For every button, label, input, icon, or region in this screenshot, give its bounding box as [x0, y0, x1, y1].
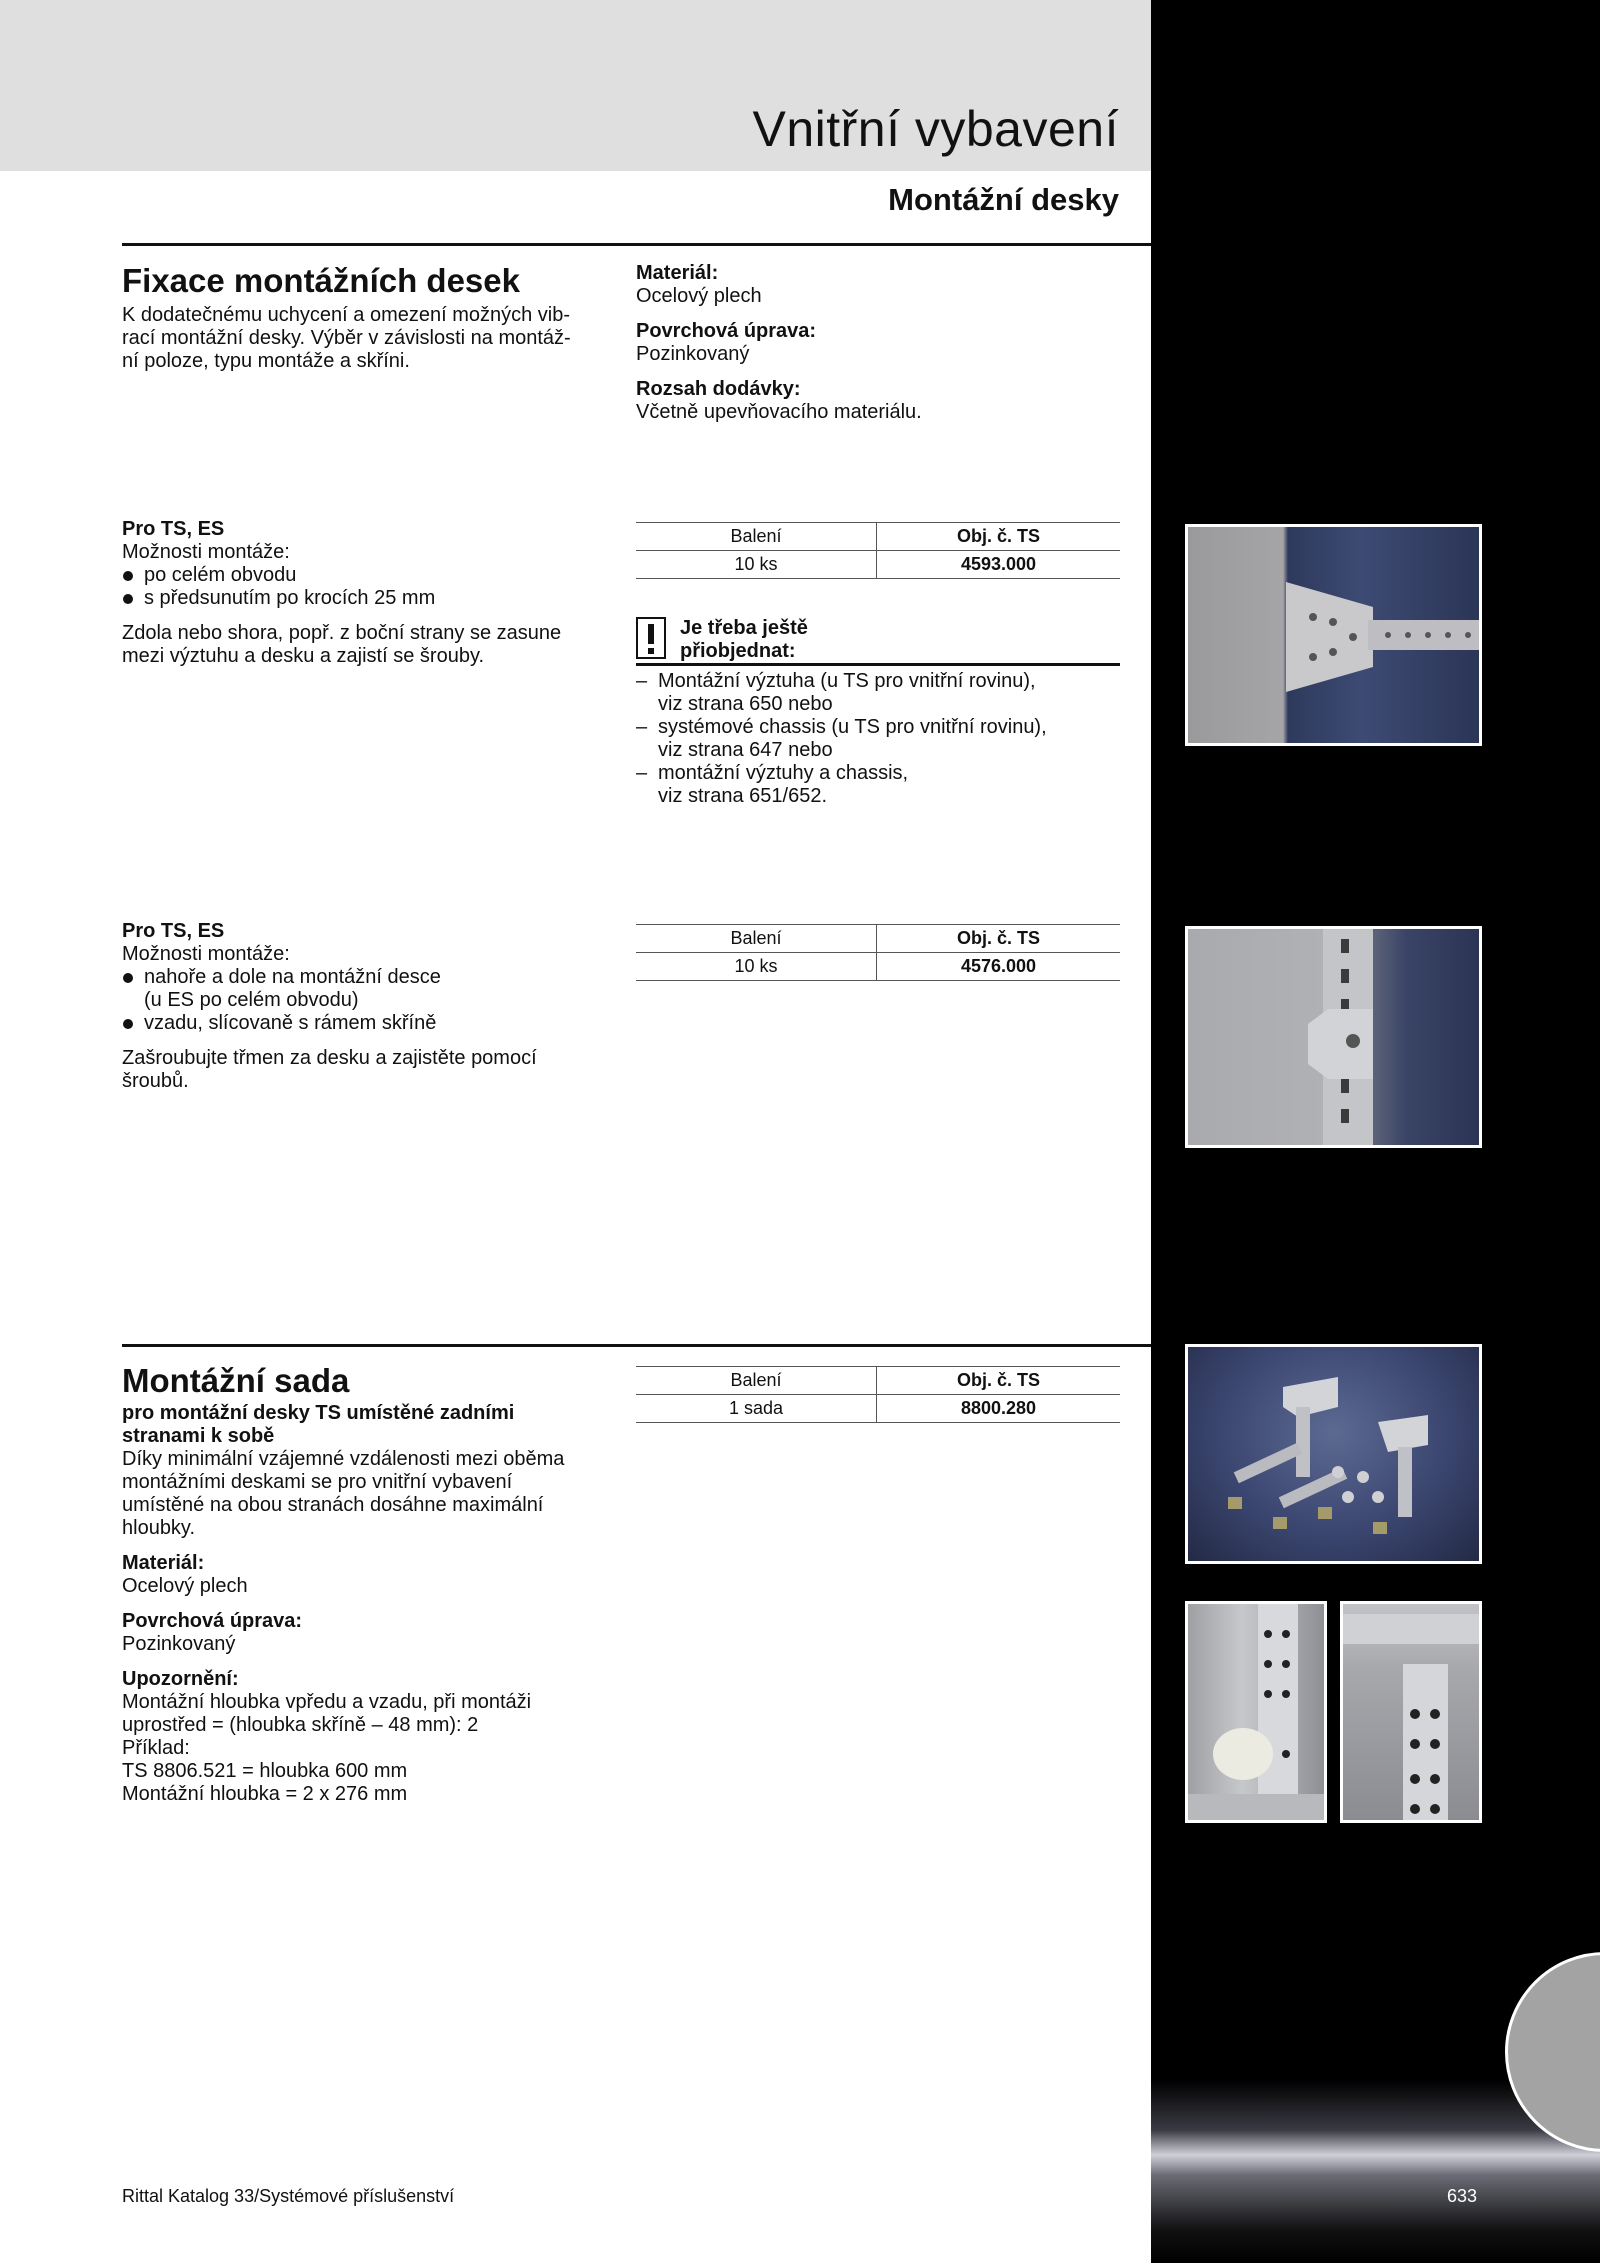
product-photo-8800 [1185, 1344, 1482, 1564]
pack-cell: 10 ks [636, 551, 877, 579]
table-row [636, 1395, 1120, 1423]
note-title: Je třeba ještě přiobjednat: [680, 617, 808, 662]
section-fixace [122, 262, 612, 373]
options-label: Možnosti montáže: [122, 541, 290, 563]
spec-label: Povrchová úprava: [636, 320, 817, 342]
spec-value: Ocelový plech [636, 285, 762, 307]
note-list [636, 670, 1120, 808]
product-photo-4576 [1185, 926, 1482, 1148]
profile-detail-icon [1188, 1604, 1327, 1823]
item-desc: Zašroubujte třmen za desku a zajistěte pomocí šroubů. [122, 1047, 537, 1092]
list-item: – Montážní výztuha (u TS pro vnitřní rovinu), viz strana 650 nebo [636, 670, 1120, 716]
section-heading: Montážní sada [122, 1362, 350, 1399]
spec-label: Materiál: [636, 262, 719, 284]
section-rule [122, 1344, 1151, 1347]
table-row [636, 551, 1120, 579]
bracket-icon [1188, 527, 1482, 746]
col-header-order: Obj. č. TS [877, 1367, 1121, 1395]
section-intro: K dodatečnému uchycení a omezení možných vib- rací montážní desky. Výběr v závislosti na montáž- ní poloze, typu montáže a skříni. [122, 304, 571, 372]
list-item: – montážní výztuhy a chassis, viz strana 651/652. [636, 762, 1120, 808]
order-number-cell: 8800.280 [877, 1395, 1121, 1423]
spec-value: Pozinkovaný [636, 343, 750, 365]
col-header-order: Obj. č. TS [877, 523, 1121, 551]
product-photo-4593 [1185, 524, 1482, 746]
section-montazni-sada [122, 1362, 622, 1806]
options-list [122, 966, 612, 1035]
options-label: Možnosti montáže: [122, 943, 290, 965]
spec-value: Pozinkovaný [122, 1633, 236, 1655]
order-number-cell: 4593.000 [877, 551, 1121, 579]
item-2-description [122, 920, 612, 1093]
spec-value: Včetně upevňovacího materiálu. [636, 401, 922, 423]
spec-label: Povrchová úprava: [122, 1610, 303, 1632]
spec-value: Ocelový plech [122, 1575, 248, 1597]
pack-cell: 1 sada [636, 1395, 877, 1423]
spec-list [636, 262, 1116, 436]
section-rule [122, 243, 1151, 246]
order-table [636, 1366, 1120, 1423]
page-subtitle: Montážní desky [888, 182, 1119, 217]
list-item: – systémové chassis (u TS pro vnitřní rovinu), viz strana 647 nebo [636, 716, 1120, 762]
pack-cell: 10 ks [636, 953, 877, 981]
list-item: vzadu, slícovaně s rámem skříně [122, 1012, 612, 1035]
col-header-pack: Balení [636, 1367, 877, 1395]
warning-label: Upozornění: [122, 1668, 239, 1690]
footer-catalog: Rittal Katalog 33/Systémové příslušenství [122, 2186, 455, 2206]
col-header-order: Obj. č. TS [877, 925, 1121, 953]
order-note [636, 617, 1120, 808]
mounting-kit-icon [1188, 1347, 1482, 1564]
col-header-pack: Balení [636, 925, 877, 953]
order-number-cell: 4576.000 [877, 953, 1121, 981]
warning-text: Montážní hloubka vpředu a vzadu, při montáži uprostřed = (hloubka skříně – 48 mm): 2 Příklad: TS 8806.521 = hloubka 600 mm Montážní hloubka = 2 x 276 mm [122, 1691, 532, 1805]
assembly-photo-right [1340, 1601, 1482, 1823]
spec-label: Rozsah dodávky: [636, 378, 801, 400]
section-heading: Fixace montážních desek [122, 262, 520, 299]
options-list [122, 564, 612, 610]
list-item: s předsunutím po krocích 25 mm [122, 587, 612, 610]
page-title: Vnitřní vybavení [752, 101, 1119, 157]
list-item: po celém obvodu [122, 564, 612, 587]
note-rule [636, 663, 1120, 666]
list-item: nahoře a dole na montážní desce (u ES po celém obvodu) [122, 966, 612, 1012]
item-1-description [122, 518, 612, 668]
spec-label: Materiál: [122, 1552, 205, 1574]
section-subheading: pro montážní desky TS umístěné zadními stranami k sobě [122, 1402, 515, 1447]
assembly-photo-left [1185, 1601, 1327, 1823]
order-table [636, 924, 1120, 981]
item-title: Pro TS, ES [122, 518, 225, 540]
profile-detail-icon [1343, 1604, 1482, 1823]
bracket-icon [1188, 929, 1482, 1148]
page-number: 633 [1447, 2186, 1478, 2206]
section-desc: Díky minimální vzájemné vzdálenosti mezi oběma montážními deskami se pro vnitřní vybavení umístěné na obou stranách dosáhne maximální hloubky. [122, 1448, 565, 1539]
item-title: Pro TS, ES [122, 920, 225, 942]
order-table [636, 522, 1120, 579]
item-desc: Zdola nebo shora, popř. z boční strany se zasune mezi výztuhu a desku a zajistí se šrouby. [122, 622, 562, 667]
exclamation-icon [636, 617, 666, 659]
table-row [636, 953, 1120, 981]
col-header-pack: Balení [636, 523, 877, 551]
